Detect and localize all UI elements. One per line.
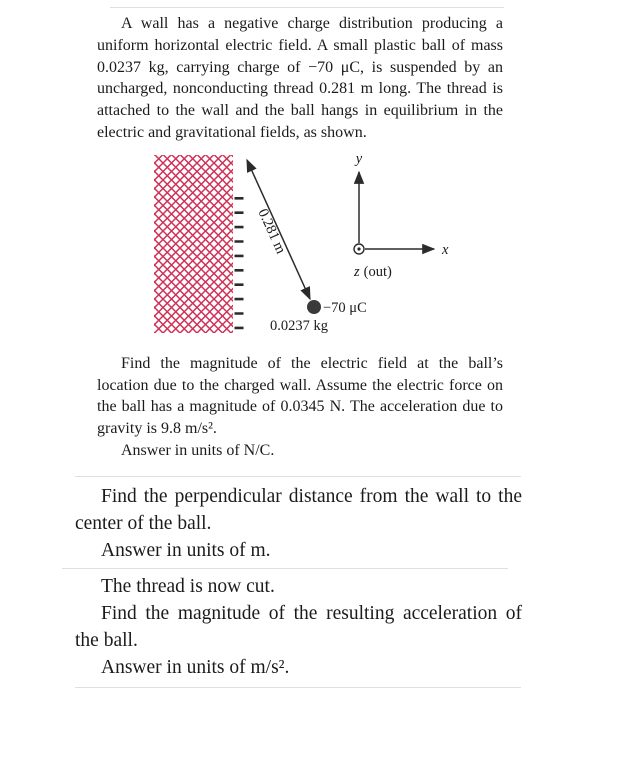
z-axis-letter: z: [354, 263, 360, 280]
ball-mass-label: 0.0237 kg: [270, 317, 328, 334]
question-part-1: [97, 353, 503, 462]
figure-canvas: [146, 146, 466, 346]
problem-intro-paragraph: A wall has a negative charge distribution producing a uniform horizontal electric field. A small plastic ball of mass 0.0237 kg, carrying charge of −70 μC, is suspended by an uncharged, nonconducting thread 0.281 m long. The thread is attached to the wall and the ball hangs in equilibrium in the electric and gravitational fields, as shown.: [97, 15, 503, 141]
question-part-3: [75, 573, 522, 681]
section-divider-bottom: [75, 687, 521, 688]
x-axis-label: x: [442, 241, 449, 258]
part3-intro: The thread is now cut.: [101, 575, 275, 597]
problem-page: [0, 7, 626, 688]
part2-body: Find the perpendicular distance from the wall to the center of the ball.: [75, 485, 522, 534]
part3-body: Find the magnitude of the resulting acceleration of the ball.: [75, 602, 522, 651]
ball-charge-label: −70 μC: [323, 299, 367, 316]
z-axis-label: [353, 264, 392, 280]
part2-answer-units: Answer in units of m.: [101, 539, 271, 561]
thread-length-label: 0.281 m: [254, 206, 289, 257]
part3-answer-units: Answer in units of m/s².: [101, 656, 290, 678]
problem-figure: [0, 146, 626, 346]
problem-statement: [97, 13, 503, 144]
section-divider-top: [110, 7, 504, 8]
y-axis-label: y: [355, 150, 363, 167]
question-part-2: [75, 483, 522, 564]
z-axis-note: (out): [363, 263, 392, 280]
section-divider-2: [75, 476, 521, 477]
charged-wall: [154, 155, 233, 333]
charged-ball: [307, 300, 321, 314]
z-axis-out-dot: [357, 247, 360, 250]
part1-body: Find the magnitude of the electric field at the ball’s location due to the charged wall. Assume the electric force on the ball has a magnitude of 0.0345 N. The acceleration due to gravity is 9.8 m/s².: [97, 354, 503, 438]
part1-answer-units: Answer in units of N/C.: [121, 441, 275, 459]
section-divider-3: [62, 568, 508, 569]
